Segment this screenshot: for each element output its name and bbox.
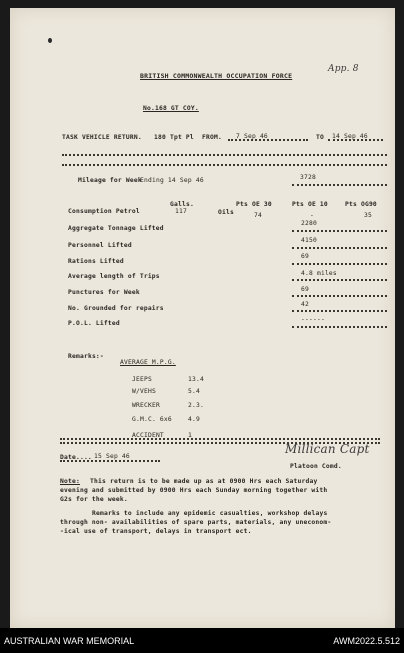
to-label: TO xyxy=(316,134,324,141)
row-label: No. Grounded for repairs xyxy=(68,305,164,312)
remarks-item-value: 13.4 xyxy=(188,376,204,383)
platoon: 180 Tpt Pl xyxy=(154,134,194,141)
dotted-line xyxy=(328,139,383,141)
col-pts-oe30: Pts OE 30 xyxy=(236,201,272,208)
mileage-label: Mileage for Week xyxy=(78,177,142,184)
col-pts-og90: Pts OG90 xyxy=(345,201,377,208)
value-oe10: - xyxy=(310,212,314,219)
remarks-item-name: W/VEHS xyxy=(132,388,156,395)
dotted-line xyxy=(292,230,387,232)
row-label: Punctures for Week xyxy=(68,289,140,296)
remarks-item-name: G.M.C. 6x6 xyxy=(132,416,172,423)
punch-hole xyxy=(48,38,52,43)
accident-label: ACCIDENT xyxy=(132,432,164,439)
document-sheet xyxy=(10,8,395,628)
row-value: 69 xyxy=(301,286,309,293)
from-label: FROM. xyxy=(202,134,222,141)
row-value: 42 xyxy=(301,301,309,308)
date-label: Date.... xyxy=(60,454,92,461)
col-galls: Galls. xyxy=(170,201,194,208)
dotted-line xyxy=(292,247,387,249)
dotted-line xyxy=(292,295,387,297)
row-value: 4.8 miles xyxy=(301,270,337,277)
consumption-label: Consumption Petrol xyxy=(68,208,140,215)
dotted-line xyxy=(60,460,160,462)
remarks-item-name: JEEPS xyxy=(132,376,152,383)
note-line-2: evening and submitted by 0900 Hrs each Sunday morning together with xyxy=(60,487,328,494)
row-label: Personnel Lifted xyxy=(68,242,132,249)
remarks-heading: AVERAGE M.P.G. xyxy=(120,359,176,366)
dotted-line xyxy=(292,279,387,281)
row-value: 4150 xyxy=(301,237,317,244)
row-label: P.O.L. Lifted xyxy=(68,320,120,327)
col-pts-oe10: Pts OE 10 xyxy=(292,201,328,208)
remarks-label: Remarks:- xyxy=(68,353,104,360)
row-value: 2280 xyxy=(301,220,317,227)
dotted-line xyxy=(60,438,380,440)
dotted-line xyxy=(292,326,387,328)
signature-title: Platoon Comd. xyxy=(290,463,342,470)
document-title: BRITISH COMMONWEALTH OCCUPATION FORCE xyxy=(140,72,293,80)
signature: Millican Capt xyxy=(285,442,370,456)
archive-footer xyxy=(0,628,404,653)
note-line-3: G2s for the week. xyxy=(60,496,128,503)
dotted-line xyxy=(62,164,387,166)
row-label: Rations Lifted xyxy=(68,258,124,265)
col-galls-value: 117 xyxy=(175,208,187,215)
handwritten-ref: App. 8 xyxy=(328,64,359,74)
mileage-value: 3728 xyxy=(300,174,316,181)
remarks-note-2: through non- availabilities of spare parts, materials, any uneconom- xyxy=(60,519,332,526)
dotted-line xyxy=(62,154,387,156)
remarks-item-value: 2.3. xyxy=(188,402,204,409)
footer-accession: AWM2022.5.512 xyxy=(333,636,400,646)
to-date: 14 Sep 46 xyxy=(332,133,368,140)
value-og90: 35 xyxy=(364,212,372,219)
from-date: 7 Sep 46 xyxy=(236,133,268,140)
row-value: 69 xyxy=(301,253,309,260)
remarks-note-1: Remarks to include any epidemic casualties, workshop delays xyxy=(92,510,328,517)
accident-value: 1 xyxy=(188,432,192,439)
remarks-item-name: WRECKER xyxy=(132,402,160,409)
note-label: Note: xyxy=(60,478,80,485)
dotted-line xyxy=(292,263,387,265)
row-value: ------ xyxy=(301,316,325,323)
dotted-line xyxy=(292,184,387,186)
value-oe30: 74 xyxy=(254,212,262,219)
dotted-line xyxy=(228,139,308,141)
footer-institution: AUSTRALIAN WAR MEMORIAL xyxy=(4,636,135,646)
col-oils: Oils xyxy=(218,209,234,216)
date-value: 15 Sep 46 xyxy=(94,453,130,460)
remarks-item-value: 5.4 xyxy=(188,388,200,395)
row-label: Average length of Trips xyxy=(68,273,160,280)
row-label: Aggregate Tonnage Lifted xyxy=(68,225,164,232)
remarks-item-value: 4.9 xyxy=(188,416,200,423)
dotted-line xyxy=(292,310,387,312)
note-line-1: This return is to be made up as at 0900 Hrs each Saturday xyxy=(90,478,318,485)
return-label: TASK VEHICLE RETURN. xyxy=(62,134,142,141)
remarks-note-3: -ical use of transport, delays in transport ect. xyxy=(60,528,252,535)
mileage-ending: Ending 14 Sep 46 xyxy=(140,177,204,184)
unit-name: No.168 GT COY. xyxy=(143,105,199,112)
